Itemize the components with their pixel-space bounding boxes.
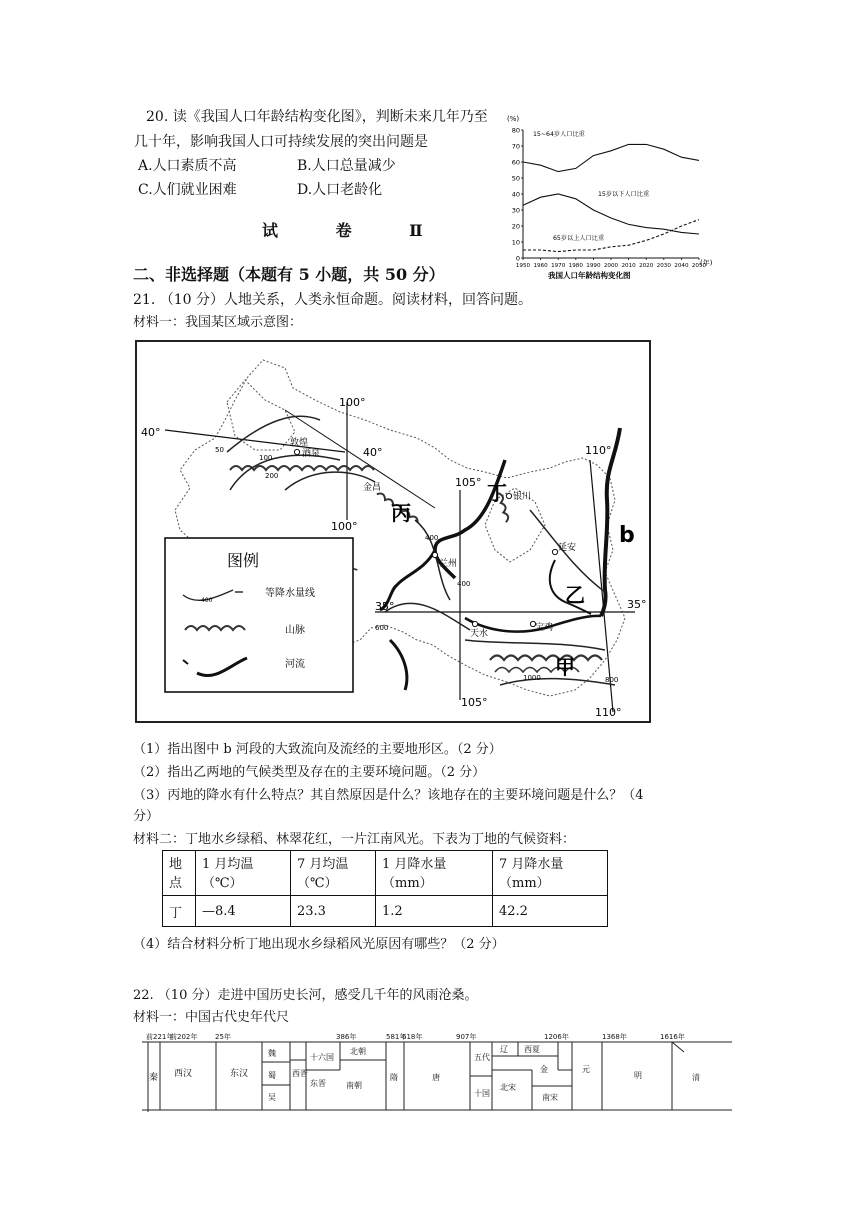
series-15-64-line — [523, 144, 699, 171]
year-907: 907年 — [456, 1033, 477, 1041]
isohyet-800-value: 800 — [605, 676, 619, 684]
place-yanan: 延安 — [558, 543, 577, 553]
year-25: 25年 — [215, 1033, 231, 1041]
dynasty-qin: 秦 — [149, 1073, 159, 1083]
region-map — [135, 340, 653, 725]
climate-table-header-row — [163, 851, 608, 896]
chart-x-tick-label: 2030 — [656, 263, 671, 269]
q21-subq4: （4）结合材料分析丁地出现水乡绿稻风光原因有哪些？（2 分） — [133, 937, 505, 952]
chart-x-tick-label: 1970 — [551, 263, 566, 269]
col-jul-temp-header — [291, 851, 376, 896]
dynasty-sui: 隋 — [390, 1073, 398, 1082]
legend-isohyet-sample: 400 — [201, 597, 213, 604]
year-221bc: 前221年 — [146, 1033, 174, 1041]
col-jul-temp-header-1: 7 月均温 — [297, 857, 349, 872]
lon-110-top-label: 110° — [585, 444, 612, 457]
lon-105-top-label: 105° — [455, 476, 482, 489]
lat-35-right-label: 35° — [627, 598, 647, 611]
climate-table-row — [163, 896, 608, 927]
year-386: 386年 — [336, 1033, 357, 1041]
region-jia: 甲 — [555, 655, 575, 679]
chart-title: 我国人口年龄结构变化图 — [548, 271, 631, 280]
dynasty-shu: 蜀 — [268, 1071, 276, 1080]
lat-40-left-label: 40° — [141, 426, 161, 439]
series-over-65-label: 65岁以上人口比重 — [553, 235, 605, 242]
q21-material2: 材料二：丁地水乡绿稻、林翠花红，一片江南风光。下表为丁地的气候资料： — [133, 832, 576, 847]
dynasty-wei: 魏 — [268, 1049, 276, 1058]
isohyet-400b-value: 400 — [457, 580, 471, 588]
col-place-header-2: 点 — [169, 876, 183, 891]
region-bing: 丙 — [391, 501, 411, 525]
isohyet-200-value: 200 — [265, 472, 279, 480]
col-place-header — [163, 851, 196, 896]
chart-x-tick-label: 1990 — [586, 263, 601, 269]
year-202bc: 前202年 — [170, 1033, 198, 1041]
place-tianshui: 天水 — [470, 629, 489, 639]
dynasty-wu: 吴 — [268, 1093, 276, 1102]
city-yanan-marker — [552, 549, 557, 554]
chart-y-unit: (%) — [507, 115, 520, 123]
region-ding: 丁 — [487, 481, 507, 505]
chart-y-tick-label: 60 — [511, 158, 520, 167]
dynasty-donghan: 东汉 — [230, 1069, 249, 1079]
series-15-64-label: 15~64岁人口比重 — [533, 131, 585, 138]
dynasty-xijin: 西晋 — [292, 1069, 308, 1078]
cell-place: 丁 — [163, 896, 196, 927]
q21-subq2: （2）指出乙两地的气候类型及存在的主要环境问题。（2 分） — [133, 765, 486, 780]
col-jan-prec-header — [376, 851, 493, 896]
dynasty-liao: 辽 — [500, 1045, 508, 1054]
dynasty-xihan: 西汉 — [174, 1069, 193, 1079]
dynasty-nansong: 南宋 — [542, 1093, 558, 1102]
place-dunhuang: 敦煌 — [290, 438, 309, 448]
river-b-label: b — [619, 523, 635, 548]
chart-x-unit: (年) — [700, 259, 713, 267]
chart-x-tick-label: 1960 — [533, 263, 548, 269]
chart-y-tick-label: 10 — [511, 238, 520, 247]
col-jan-prec-header-2: （mm） — [382, 876, 433, 891]
q20-stem-line2: 几十年，影响我国人口可持续发展的突出问题是 — [134, 134, 428, 150]
q21-subq1: （1）指出图中 b 河段的大致流向及流经的主要地形区。（2 分） — [133, 742, 502, 757]
dynasty-nanchao: 南朝 — [346, 1081, 362, 1090]
chart-y-tick-label: 40 — [511, 190, 520, 199]
map-legend — [165, 538, 353, 692]
year-1206: 1206年 — [544, 1033, 569, 1041]
col-jul-prec-header — [493, 851, 608, 896]
col-jan-temp-header — [196, 851, 291, 896]
series-over-65-line — [523, 220, 699, 252]
chart-x-tick-label: 1950 — [515, 263, 531, 269]
section2-heading: 二、非选择题（本题有 5 小题，共 50 分） — [133, 265, 445, 284]
col-jan-temp-header-1: 1 月均温 — [202, 857, 254, 872]
year-618: 618年 — [402, 1033, 423, 1041]
col-jan-temp-header-2: （℃） — [202, 876, 243, 891]
q20-option-a: A.人口素质不高 — [138, 158, 237, 174]
population-age-chart — [503, 112, 720, 284]
col-jul-prec-header-1: 7 月降水量 — [499, 857, 564, 872]
q21-intro: 21. （10 分）人地关系，人类永恒命题。阅读材料，回答问题。 — [133, 292, 532, 308]
q20-option-d: D.人口老龄化 — [297, 182, 383, 198]
place-jinchang: 金昌 — [363, 483, 382, 493]
cell-jan-temp: —8.4 — [196, 896, 291, 927]
dynasty-yuan: 元 — [582, 1065, 590, 1074]
q22-intro: 22. （10 分）走进中国历史长河，感受几千年的风雨沧桑。 — [133, 988, 478, 1003]
col-jan-prec-header-1: 1 月降水量 — [382, 857, 447, 872]
lat-35-left-label: 35° — [375, 600, 395, 613]
isohyet-600-value: 600 — [375, 624, 389, 632]
year-581: 581年 — [386, 1033, 407, 1041]
city-jiuquan-marker — [294, 449, 299, 454]
place-yinchuan: 银川 — [513, 492, 532, 502]
place-jiuquan: 酒泉 — [302, 449, 321, 459]
dynasty-ming: 明 — [634, 1071, 642, 1080]
lon-110-bottom-label: 110° — [595, 706, 622, 719]
series-under-15-label: 15岁以下人口比重 — [598, 191, 650, 198]
isohyet-100-value: 100 — [259, 454, 273, 462]
isohyet-50-value: 50 — [215, 446, 224, 454]
dynasty-shiliuguo: 十六国 — [310, 1053, 334, 1062]
paper-title: 试 卷 Ⅱ — [262, 221, 449, 240]
dynasty-jin: 金 — [540, 1065, 548, 1074]
legend-river-label: 河流 — [285, 659, 305, 670]
q22-material1: 材料一：中国古代史年代尺 — [133, 1010, 290, 1025]
lat-40-right-label: 40° — [363, 446, 383, 459]
dynasty-wudai: 五代 — [474, 1053, 490, 1062]
q21-subq3-line1: （3）丙地的降水有什么特点？其自然原因是什么？该地存在的主要环境问题是什么？（4 — [133, 788, 644, 803]
cell-jan-prec: 1.2 — [376, 896, 493, 927]
city-tianshui-marker — [472, 621, 477, 626]
q21-subq3-line2: 分） — [133, 809, 160, 824]
city-lanzhou-marker — [432, 552, 437, 557]
region-yi: 乙 — [565, 583, 585, 607]
lon-100-bottom-label: 100° — [331, 520, 358, 533]
isohyet-1000-value: 1000 — [523, 674, 541, 682]
legend-mountain-label: 山脉 — [285, 625, 305, 636]
col-place-header-1: 地 — [169, 857, 183, 872]
chart-y-tick-label: 80 — [511, 126, 520, 135]
dynasty-dongjin: 东晋 — [310, 1079, 326, 1088]
dynasty-tang: 唐 — [432, 1073, 440, 1082]
chart-y-tick-label: 0 — [515, 254, 520, 263]
chart-y-tick-label: 20 — [511, 222, 520, 231]
chart-x-tick-label: 2040 — [674, 263, 689, 269]
year-1368: 1368年 — [602, 1033, 627, 1041]
place-lanzhou: 兰州 — [439, 559, 458, 569]
lon-105-bottom-label: 105° — [461, 696, 488, 709]
chart-series — [523, 144, 699, 251]
dynasty-qing: 清 — [692, 1073, 700, 1082]
chart-x-tick-label: 1980 — [568, 263, 583, 269]
dynasty-beichao: 北朝 — [350, 1047, 366, 1056]
chart-x-tick-label: 2000 — [603, 263, 619, 269]
isohyet-400a-value: 400 — [425, 534, 439, 542]
history-timeline — [140, 1030, 735, 1116]
col-jul-temp-header-2: （℃） — [297, 876, 338, 891]
q20-option-b: B.人口总量减少 — [297, 158, 396, 174]
chart-x-tick-label: 2050 — [691, 263, 707, 269]
legend-isohyet-label: 等降水量线 — [265, 588, 315, 599]
q20-stem-line1: 20. 读《我国人口年龄结构变化图》，判断未来几年乃至 — [146, 109, 488, 125]
chart-x-tick-label: 2010 — [621, 263, 636, 269]
legend-title: 图例 — [227, 551, 260, 570]
series-under-15-line — [523, 194, 699, 234]
q21-material1: 材料一：我国某区域示意图： — [133, 315, 303, 330]
chart-y-tick-label: 50 — [511, 174, 520, 183]
chart-y-tick-label: 30 — [511, 206, 520, 215]
dynasty-xixia: 西夏 — [524, 1045, 540, 1054]
cell-jul-temp: 23.3 — [291, 896, 376, 927]
place-baoji: 宝鸡 — [535, 623, 554, 633]
dynasty-shiguo: 十国 — [474, 1089, 490, 1098]
lon-100-top-label: 100° — [339, 396, 366, 409]
city-yinchuan-marker — [506, 493, 511, 498]
q20-option-c: C.人们就业困难 — [138, 182, 237, 198]
col-jul-prec-header-2: （mm） — [499, 876, 550, 891]
cell-jul-prec: 42.2 — [493, 896, 608, 927]
climate-table — [162, 850, 608, 927]
chart-y-tick-label: 70 — [511, 142, 520, 151]
year-1616: 1616年 — [660, 1033, 685, 1041]
dynasty-beisong: 北宋 — [500, 1083, 516, 1092]
chart-x-tick-label: 2020 — [639, 263, 654, 269]
